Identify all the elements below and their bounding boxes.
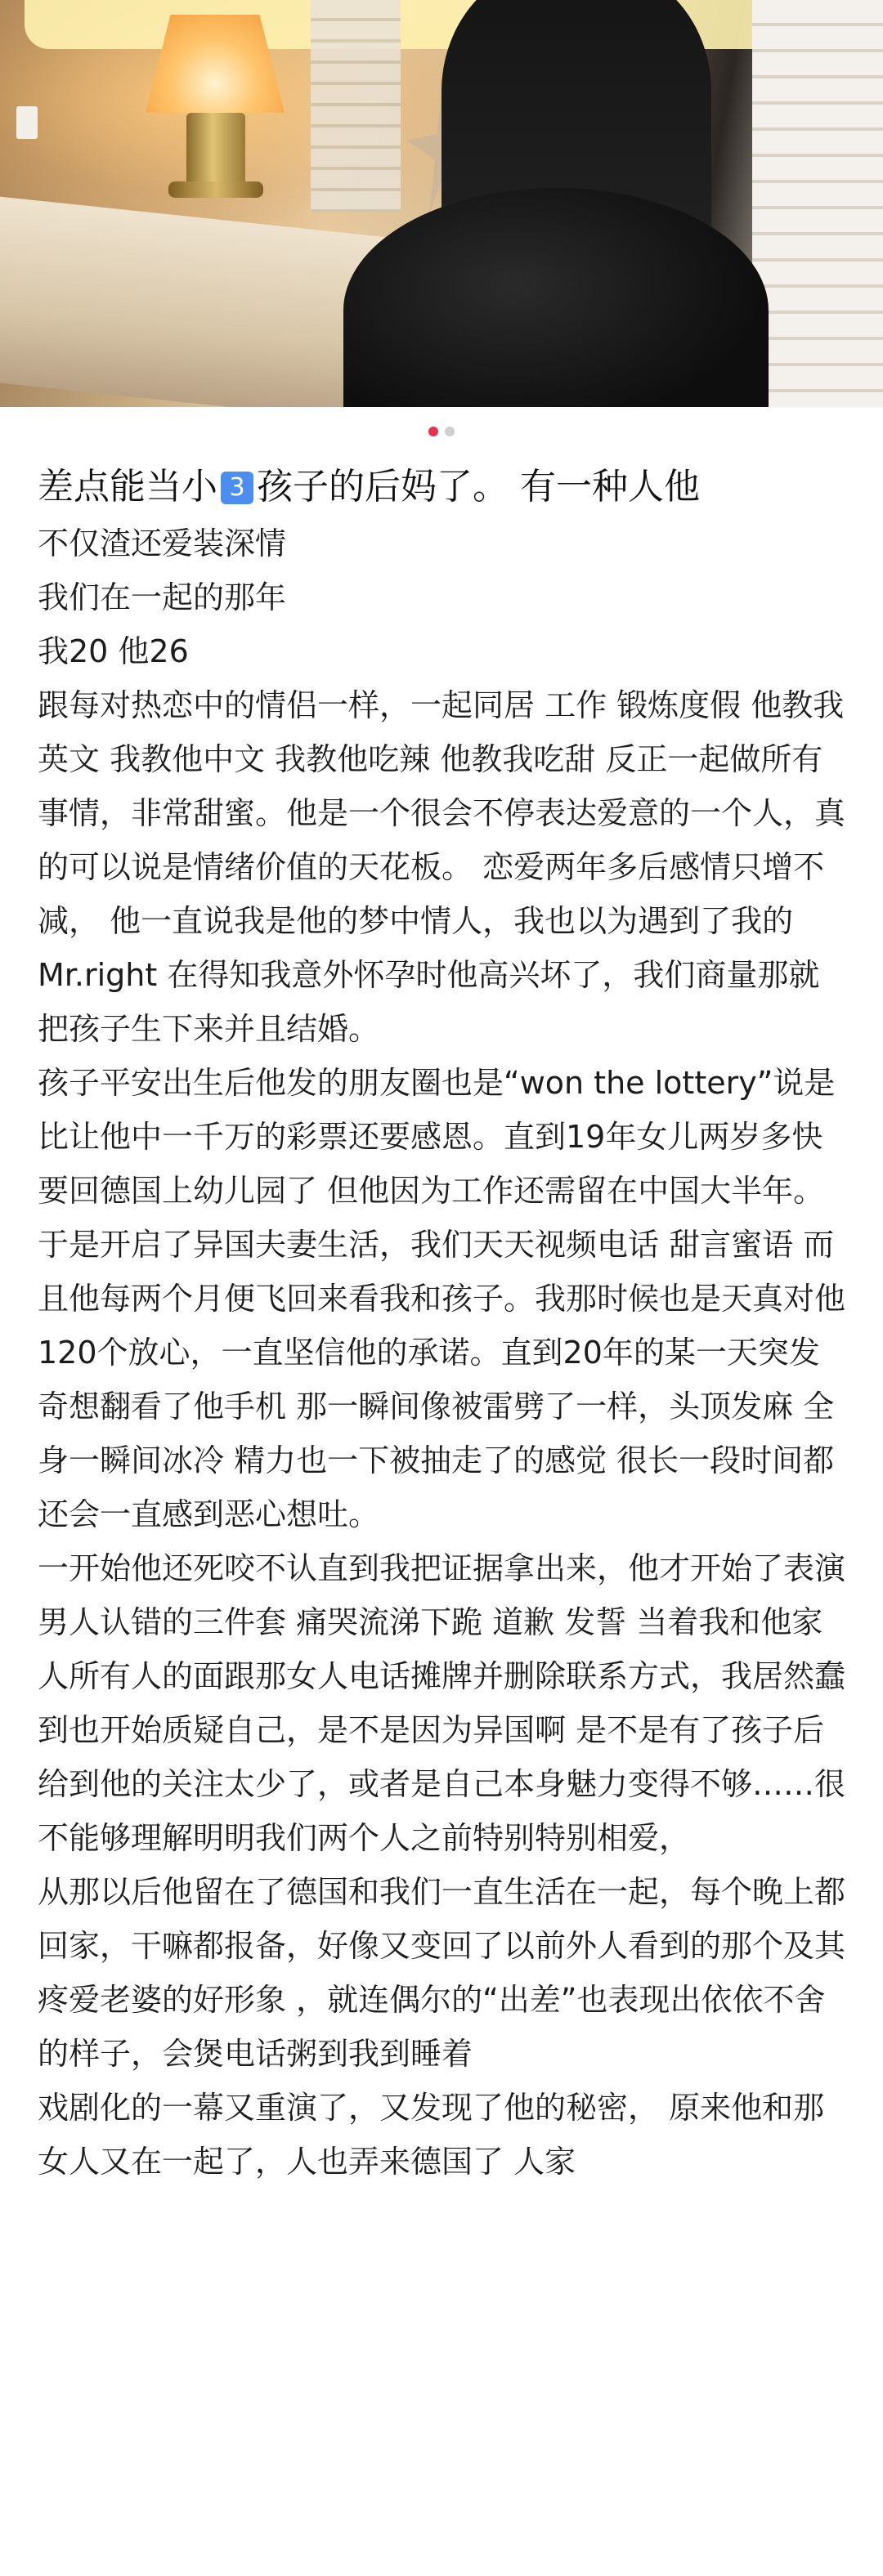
post-paragraph: 一开始他还死咬不认直到我把证据拿出来，他才开始了表演 男人认错的三件套 痛哭流涕下跪 道歉 发誓 当着我和他家人所有人的面跟那女人电话摊牌并删除联系方式，我居然蠢到也开始质疑自己，是不是因为异国啊 是不是有了孩子后给到他的关注太少了，或者是自己本身魅力变得不够……很不能够理解明明我们两个人之前特别特别相爱， — [38, 1550, 846, 1856]
carousel-dot-active[interactable] — [428, 427, 438, 436]
carousel-indicator — [0, 407, 883, 456]
seated-person — [311, 0, 883, 407]
title-text-before: 差点能当小 — [38, 466, 217, 508]
title-text-after: 孩子的后妈了。 有一种人他 — [257, 466, 700, 508]
post-paragraph: 不仅渣还爱装深情 — [38, 525, 287, 561]
post-body — [0, 463, 883, 2189]
post-title — [38, 463, 845, 512]
post-paragraph: 我们在一起的那年 — [38, 579, 287, 615]
post-paragraph: 我20 他26 — [38, 633, 189, 669]
post-cover-image[interactable] — [0, 0, 883, 407]
post-paragraph: 戏剧化的一幕又重演了，又发现了他的秘密， 原来他和那女人又在一起了，人也弄来德国了 人家 — [38, 2090, 825, 2180]
lamp-foot — [168, 181, 263, 198]
wall-outlet — [16, 106, 38, 139]
post-paragraph: 跟每对热恋中的情侣一样，一起同居 工作 锻炼度假 他教我英文 我教他中文 我教他吃辣 他教我吃甜 反正一起做所有事情，非常甜蜜。他是一个很会不停表达爱意的一个人，真的可以说是情绪价值的天花板。 恋爱两年多后感情只增不减， 他一直说我是他的梦中情人，我也以为遇到了我的Mr.right 在得知我意外怀孕时他高兴坏了，我们商量那就把孩子生下来并且结婚。 — [38, 687, 846, 1047]
post-paragraph: 从那以后他留在了德国和我们一直生活在一起，每个晚上都回家，干嘛都报备，好像又变回了以前外人看到的那个及其疼爱老婆的好形象 ，就连偶尔的“出差”也表现出依依不舍的样子，会煲电话粥到我到睡着 — [38, 1874, 846, 2072]
carousel-dot[interactable] — [445, 427, 455, 436]
number-three-keycap-icon: 3 — [221, 472, 253, 504]
lamp-base — [186, 113, 245, 186]
post-paragraph: 孩子平安出生后他发的朋友圈也是“won the lottery”说是比让他中一千万的彩票还要感恩。直到19年女儿两岁多快要回德国上幼儿园了 但他因为工作还需留在中国大半年。于是开启了异国夫妻生活，我们天天视频电话 甜言蜜语 而且他每两个月便飞回来看我和孩子。我那时候也是天真对他120个放心，一直坚信他的承诺。直到20年的某一天突发奇想翻看了他手机 那一瞬间像被雷劈了一样，头顶发麻 全身一瞬间冰冷 精力也一下被抽走了的感觉 很长一段时间都还会一直感到恶心想吐。 — [38, 1065, 846, 1532]
